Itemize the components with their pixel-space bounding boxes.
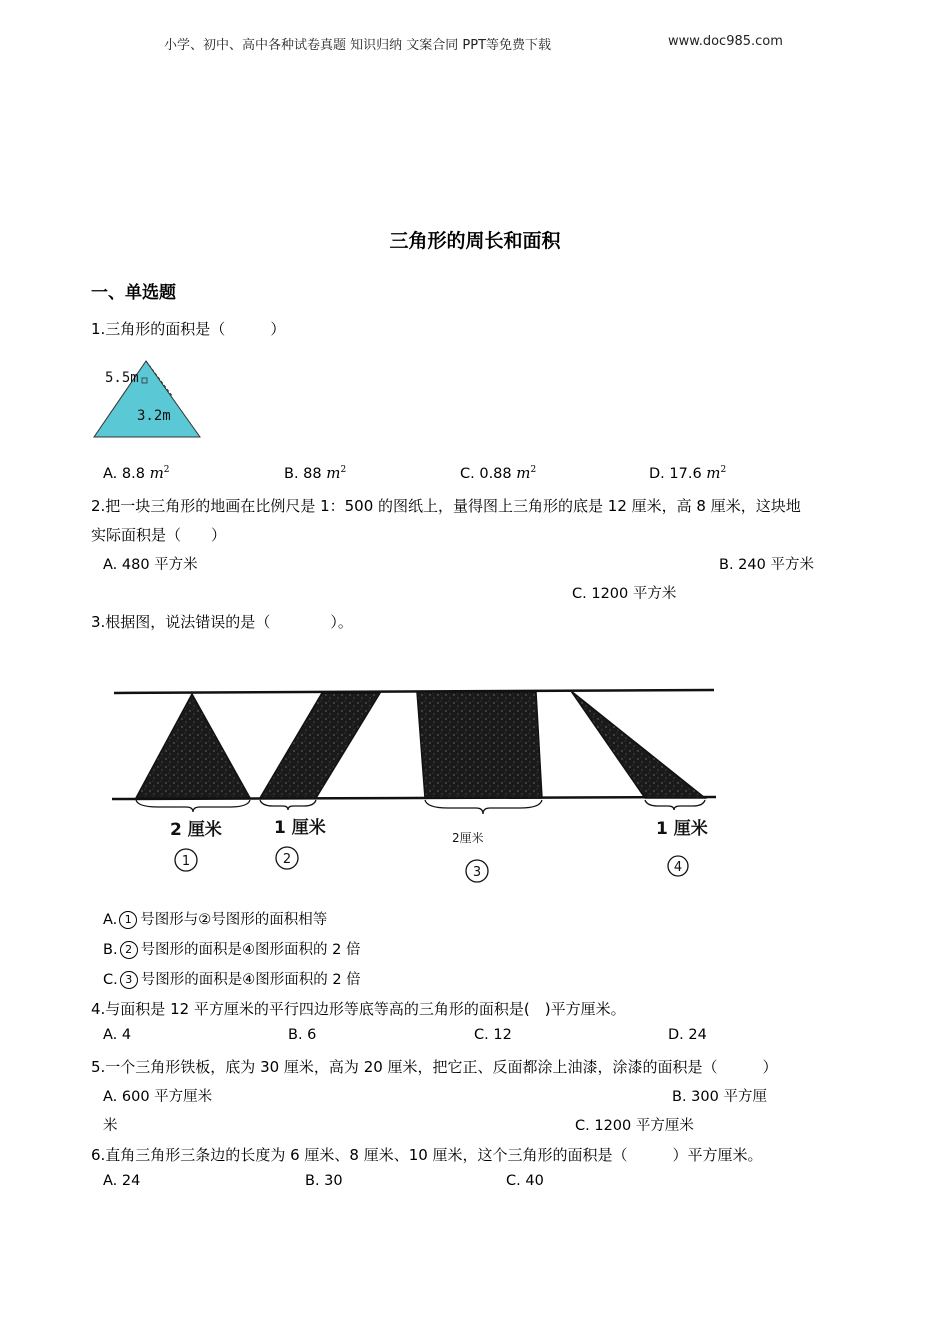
shape-3-rectangle <box>417 692 542 798</box>
question-1-text: 1.三角形的面积是（ ） <box>91 320 286 338</box>
question-6-text: 6.直角三角形三条边的长度为 6 厘米、8 厘米、10 厘米，这个三角形的面积是（ ）平方厘米。 <box>91 1146 763 1164</box>
unit-square-meter: $m^2$ <box>149 464 170 482</box>
header-url: www.doc985.com <box>668 34 783 49</box>
q4-option-c[interactable]: C. 12 <box>474 1027 512 1043</box>
option-value: 17.6 <box>669 466 702 482</box>
option-d[interactable] <box>649 464 726 482</box>
unit-square-meter: $m^2$ <box>326 464 347 482</box>
option-letter: A. <box>103 466 118 482</box>
question-5-text: 5.一个三角形铁板，底为 30 厘米，高为 20 厘米，把它正、反面都涂上油漆，涂漆的面积是（ ） <box>91 1058 778 1076</box>
circled-number: 3 <box>120 971 138 989</box>
q6-option-c[interactable]: C. 40 <box>506 1173 544 1189</box>
shape-2-parallelogram <box>260 693 380 798</box>
option-letter: B. <box>284 466 299 482</box>
q5-option-b-wrap: 米 <box>103 1118 118 1134</box>
brace-4 <box>645 800 705 810</box>
document-title: 三角形的周长和面积 <box>389 230 561 252</box>
option-letter: D. <box>649 466 665 482</box>
header-text: 小学、初中、高中各种试卷真题 知识归纳 文案合同 PPT等免费下载 <box>164 38 552 53</box>
option-letter: C. <box>460 466 475 482</box>
label-shape-1: 2 厘米 <box>170 820 222 840</box>
q2-option-c[interactable]: C. 1200 平方米 <box>572 586 677 602</box>
option-c[interactable] <box>460 464 536 482</box>
q4-option-a[interactable]: A. 4 <box>103 1027 132 1043</box>
q3-option-c[interactable]: C. 3 号图形的面积是④图形面积的 2 倍 <box>103 972 361 988</box>
brace-1 <box>136 800 250 812</box>
number-4 <box>668 856 688 876</box>
option-value: 88 <box>303 466 322 482</box>
option-b[interactable] <box>284 464 346 482</box>
shape-4-triangle <box>571 691 705 798</box>
question-2-text-line2: 实际面积是（ ） <box>91 526 227 544</box>
question-2-text-line1: 2.把一块三角形的地画在比例尺是 1：500 的图纸上，量得图上三角形的底是 12 厘米，高 8 厘米，这块地 <box>91 497 801 515</box>
svg-text:1: 1 <box>181 854 191 869</box>
q2-option-b[interactable]: B. 240 平方米 <box>719 557 814 573</box>
unit-square-meter: $m^2$ <box>516 464 537 482</box>
label-shape-4: 1 厘米 <box>656 819 708 839</box>
circled-number: 1 <box>119 911 137 929</box>
q2-option-a[interactable]: A. 480 平方米 <box>103 557 198 573</box>
q5-option-a[interactable]: A. 600 平方厘米 <box>103 1089 213 1105</box>
svg-text:2: 2 <box>282 852 292 867</box>
brace-3 <box>425 800 542 814</box>
svg-text:3: 3 <box>472 865 482 880</box>
question-3-text: 3.根据图，说法错误的是（ ）。 <box>91 613 353 631</box>
label-shape-2: 1 厘米 <box>274 818 326 838</box>
brace-2 <box>260 800 316 810</box>
q3-option-b[interactable]: B. 2 号图形的面积是④图形面积的 2 倍 <box>103 942 361 958</box>
label-shape-3: 2厘米 <box>452 831 484 845</box>
q5-option-b[interactable]: B. 300 平方厘 <box>672 1089 767 1105</box>
shape-1-triangle <box>136 694 250 798</box>
q3-option-a[interactable]: A. 1 号图形与②号图形的面积相等 <box>103 912 328 928</box>
section-heading: 一、单选题 <box>91 283 176 303</box>
circled-number: 2 <box>120 941 138 959</box>
number-2 <box>276 847 298 869</box>
question-4-text: 4.与面积是 12 平方厘米的平行四边形等底等高的三角形的面积是( )平方厘米。 <box>91 1000 626 1018</box>
number-1 <box>175 849 197 871</box>
svg-text:4: 4 <box>673 860 683 875</box>
option-value: 8.8 <box>121 466 145 482</box>
q6-option-a[interactable]: A. 24 <box>103 1173 141 1189</box>
unit-square-meter: $m^2$ <box>706 464 727 482</box>
question-1-figure <box>91 356 203 442</box>
option-value: 0.88 <box>479 466 512 482</box>
q6-option-b[interactable]: B. 30 <box>305 1173 343 1189</box>
top-parallel-line <box>114 690 714 693</box>
q4-option-d[interactable]: D. 24 <box>668 1027 707 1043</box>
q5-option-c[interactable]: C. 1200 平方厘米 <box>575 1118 694 1134</box>
option-a[interactable] <box>103 464 170 482</box>
label-top: 5.5m <box>105 370 139 386</box>
q4-option-b[interactable]: B. 6 <box>288 1027 317 1043</box>
label-height: 3.2m <box>137 408 171 424</box>
number-3 <box>466 860 488 882</box>
question-3-figure <box>108 676 723 891</box>
